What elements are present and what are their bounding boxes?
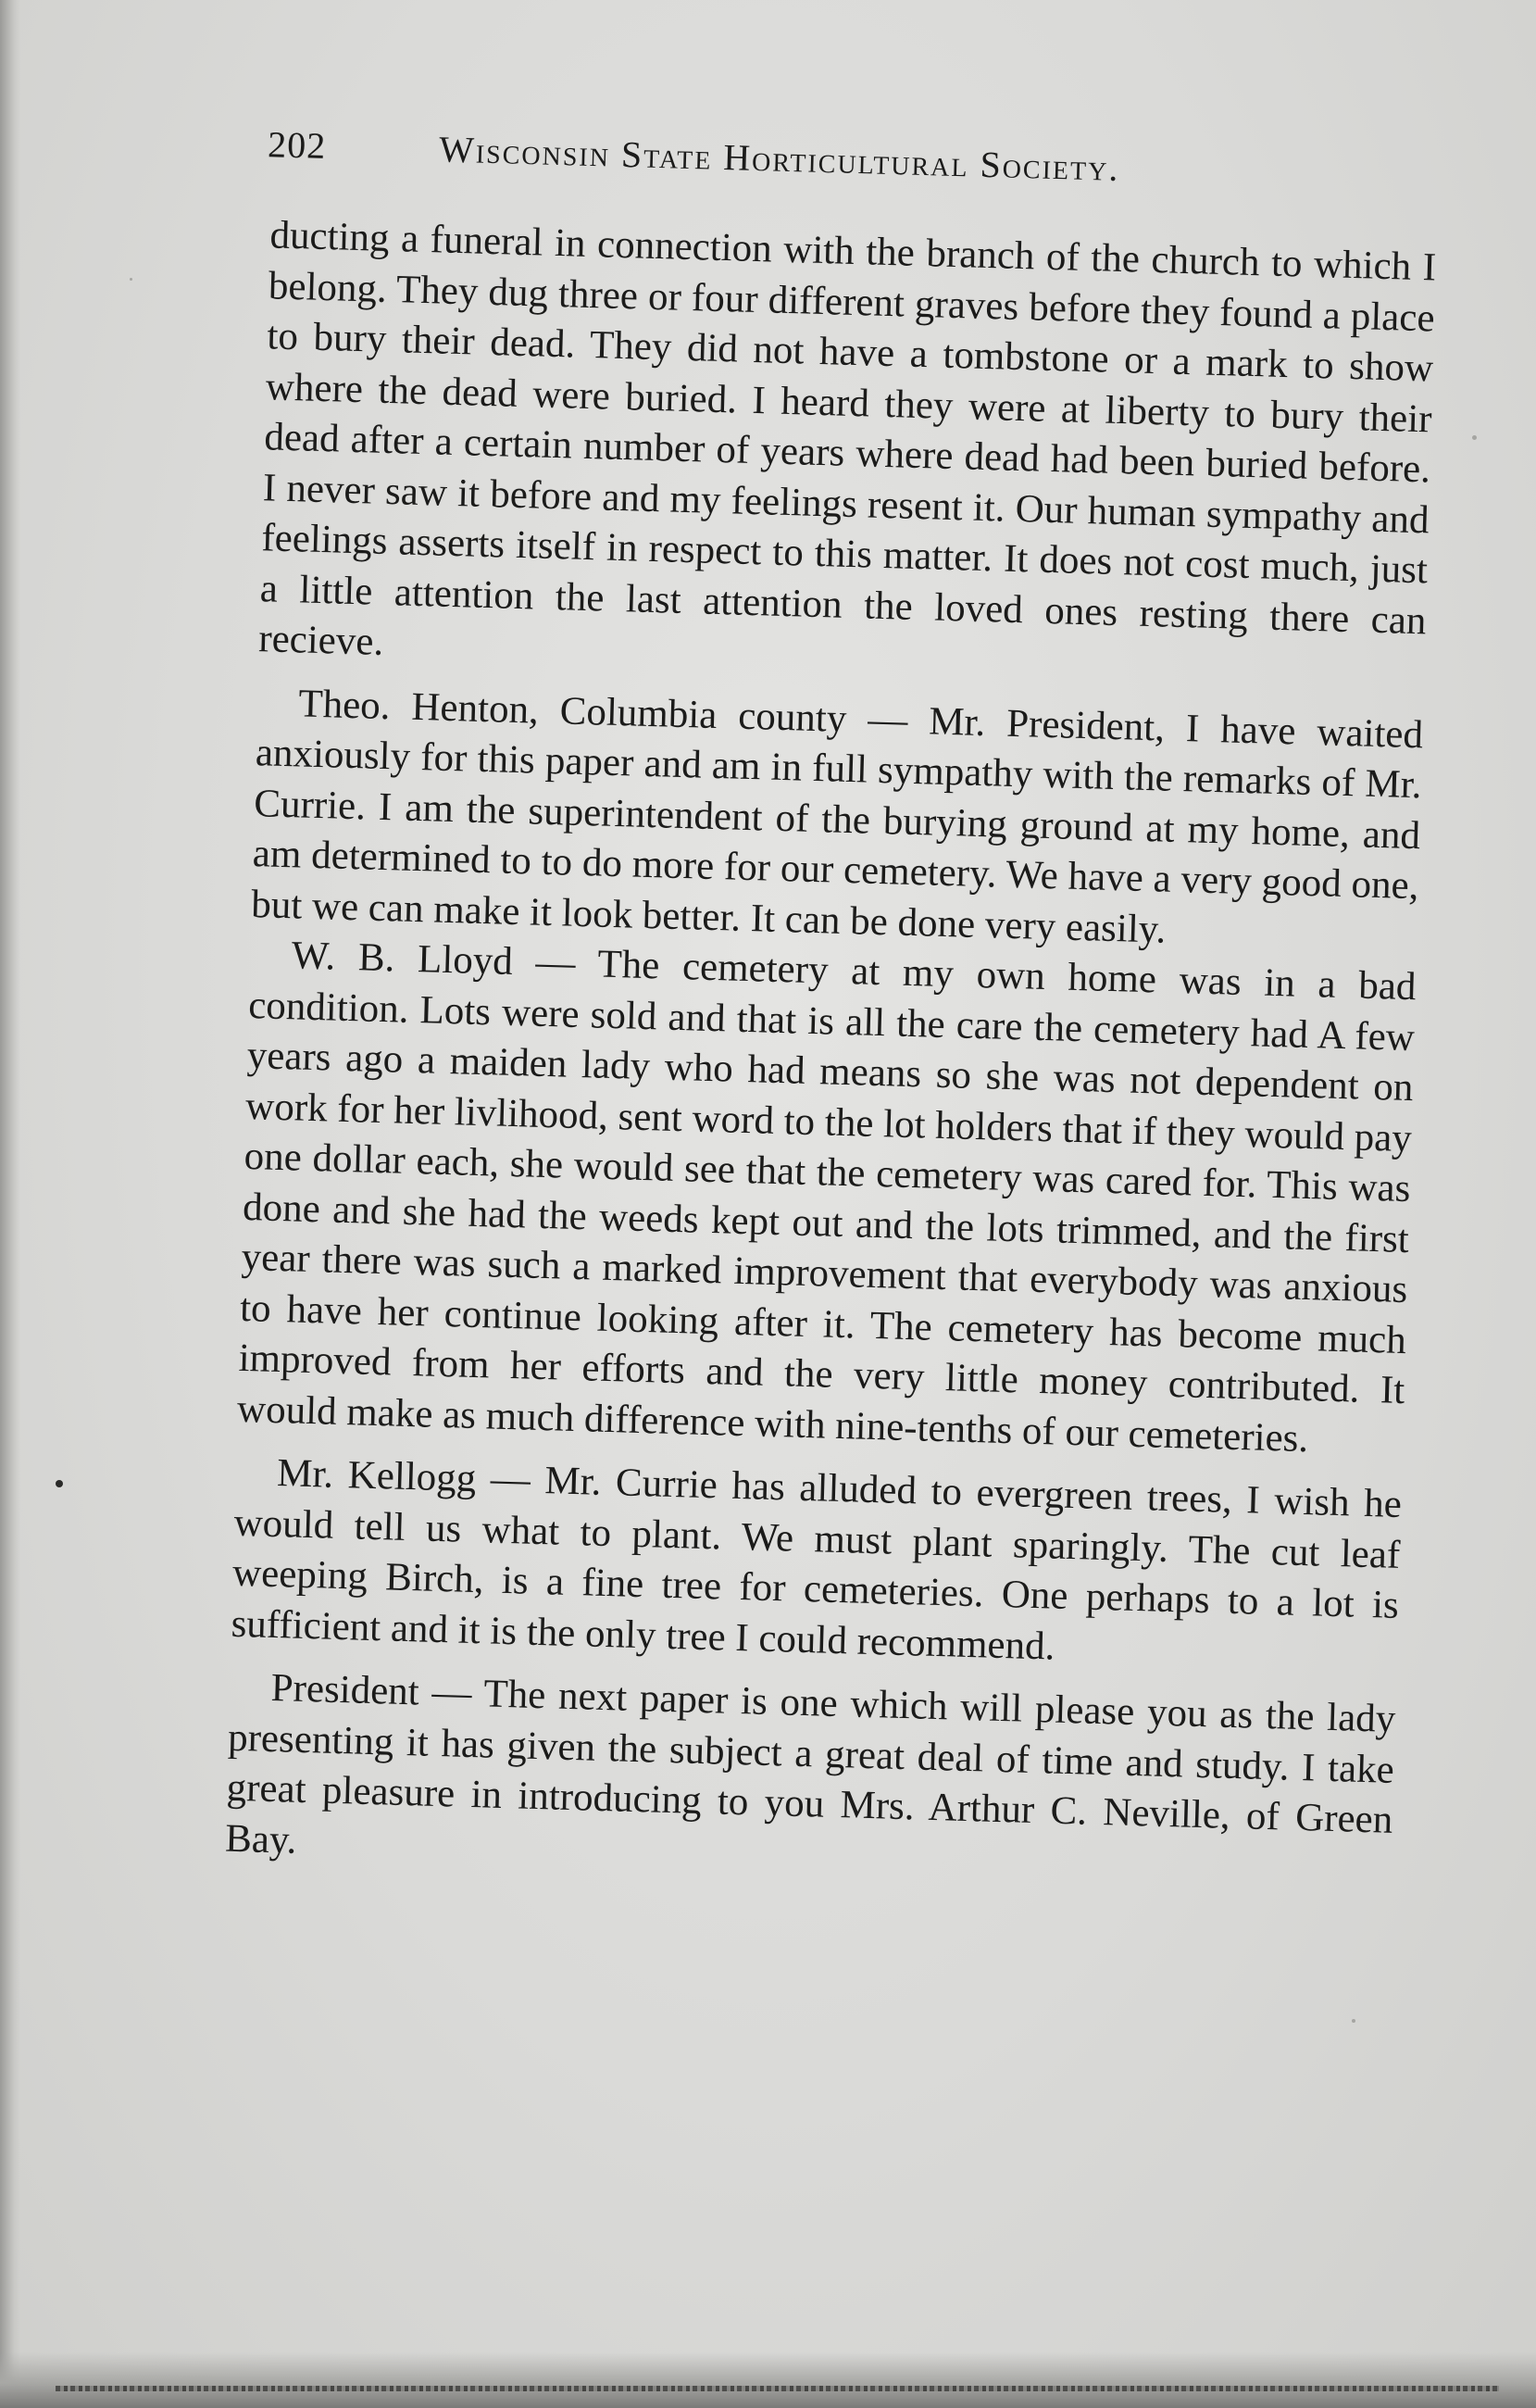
page-bottom-edge xyxy=(0,2352,1536,2408)
dust-speck xyxy=(130,278,132,281)
running-title: Wisconsin State Horticultural Society. xyxy=(438,128,1121,189)
bottom-border-rule xyxy=(56,2386,1499,2391)
page-body xyxy=(224,210,1436,1896)
dust-speck xyxy=(1352,2019,1355,2023)
paragraph-henton: Theo. Henton, Columbia county — Mr. President, I have waited anxiously for this paper and am in full sympathy with the remarks of Mr. Currie. I am the superintendent of the burying ground at my home, and am determined to to do more for our cemetery. We have a very good one, but we can make it look better. It can be done very easily. xyxy=(250,681,1424,952)
paragraph-lloyd: W. B. Lloyd — The cemetery at my own home was in a bad condition. Lots were sold and that is all the care the cemetery had A few years ago a maiden lady who had means so she was not dependent on work for her livlihood, sent word to the lot holders that if they would pay one dollar each, she would see that the cemetery was cared for. This was done and she had the weeds kept out and the lots trimmed, and the first year there was such a marked improvement that everybody was anxious to have her continue looking after it. The cemetery has become much improved from her efforts and the very little money contributed. It would make as much difference with nine-tenths of our cemeteries. xyxy=(236,934,1417,1461)
paragraph-kellogg: Mr. Kellogg — Mr. Currie has alluded to evergreen trees, I wish he would tell us what to plant. We must plant sparingly. The cut leaf weeping Birch, is a fine tree for cemeteries. One perhaps to a lot is sufficient and it is the only tree I could recommend. xyxy=(231,1451,1403,1669)
page-number: 202 xyxy=(267,123,327,167)
binding-shadow xyxy=(0,0,20,2408)
dust-speck xyxy=(1472,435,1477,440)
paragraph-continuation: ducting a funeral in connection with the branch of the church to which I belong. They dug three or four different graves before they found a place to bury their dead. They did not have a tombstone or a mark to show where the dead were buried. I heard they were at liberty to bury their dead after a certain number of years where dead had been buried before. I never saw it before and my feelings resent it. Our human sympathy and feelings asserts itself in respect to this matter. It does not cost much, just a little attention the last attention the loved ones resting there can recieve. xyxy=(257,213,1437,664)
paragraph-president: President — The next paper is one which will please you as the lady presenting it has given the subject a great deal of time and study. I take great pleasure in introducing to you Mrs. Arthur C. Neville, of Green Bay. xyxy=(224,1665,1396,1862)
stray-ink-mark xyxy=(56,1480,63,1487)
